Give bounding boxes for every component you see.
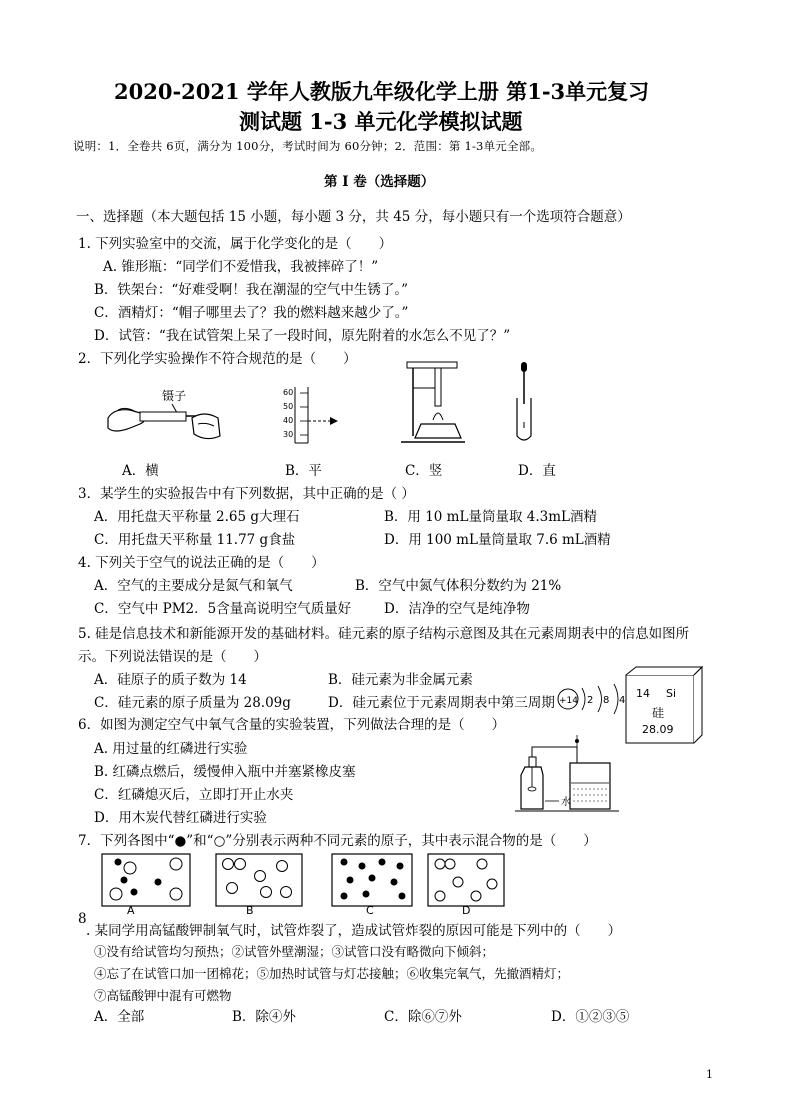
cylinder-tick-50: 50 [283,402,294,411]
element-name: 硅 [652,706,665,720]
q5-option-d: D．硅元素位于元素周期表中第三周期 [328,695,555,711]
cylinder-reading-figure [280,385,350,445]
tweezers-hands-figure [100,378,230,448]
q7-label-a: A [127,904,135,917]
atom-shell-3: 4 [619,695,626,706]
water-label: 水 [561,797,571,808]
q6-stem: 6．如图为测定空气中氧气含量的实验装置，下列做法合理的是（ ） [78,717,506,733]
element-symbol: Si [666,687,677,700]
atom-shell-1: 2 [587,695,594,706]
q2-option-d: D．直 [518,463,556,479]
q6-option-a: A. 用过量的红磷进行实验 [94,741,248,757]
q2-stem: 2．下列化学实验操作不符合规范的是（ ） [78,351,357,367]
element-atomic-mass: 28.09 [642,723,674,736]
atom-shell-2: 8 [603,695,610,706]
q3-option-b: B．用 10 mL量筒量取 4.3mL酒精 [384,509,597,525]
q6-option-b: B. 红磷点燃后，缓慢伸入瓶中并塞紧橡皮塞 [94,764,356,780]
q8-option-a: A．全部 [94,1009,145,1025]
q7-box-a [102,854,190,917]
q4-option-c: C．空气中 PM2．5含量高说明空气质量好 [94,601,352,617]
q8-option-d: D．①②③⑤ [551,1009,630,1025]
q7-particle-boxes [100,852,520,920]
element-atomic-number: 14 [636,687,650,700]
q2-option-c: C．竖 [405,463,443,479]
q1-stem: 1. 下列实验室中的交流，属于化学变化的是（ ） [78,236,393,252]
q7-label-b: B [246,904,254,917]
exam-note: 说明：1．全卷共 6页，满分为 100分，考试时间为 60分钟；2．范围：第 1-3单元全部。 [73,139,543,153]
burner-stand-figure [393,358,468,454]
q5-option-a: A．硅原子的质子数为 14 [94,672,247,688]
q8-reasons-line3: ⑦高锰酸钾中混有可燃物 [94,988,232,1003]
q2-option-b: B．平 [285,463,322,479]
tweezers-label: 镊子 [162,389,187,403]
dropper-tube-figure [510,360,540,445]
q7-label-d: D [462,904,471,917]
q6-option-c: C．红磷熄灭后，立即打开止水夹 [94,787,294,803]
q5-option-b: B．硅元素为非金属元素 [328,672,473,688]
q1-option-c: C．酒精灯：“帽子哪里去了？我的燃料越来越少了。” [94,305,409,321]
silicon-periodic-cell-figure [612,667,702,747]
atom-nucleus-charge: +14 [559,696,578,706]
q6-option-d: D．用木炭代替红磷进行实验 [94,810,267,826]
q5-stem-line2: 示。下列说法错误的是（ ） [78,649,267,665]
q3-option-d: D．用 100 mL量筒量取 7.6 mL酒精 [384,532,611,548]
page-title-line2: 测试题 1-3 单元化学模拟试题 [239,109,523,134]
q7-box-d [428,854,504,917]
q1-option-b: B．铁架台：“好难受啊！我在潮湿的空气中生锈了。” [94,282,408,298]
q8-reasons-line1: ①没有给试管均匀预热；②试管外壁潮湿；③试管口没有略微向下倾斜； [94,944,495,959]
page-title-line1: 2020-2021 学年人教版九年级化学上册 第1-3单元复习 [114,79,650,104]
cylinder-tick-60: 60 [283,388,294,397]
page-number: 1 [706,1068,713,1081]
cylinder-tick-30: 30 [283,430,294,439]
q8-option-b: B．除④外 [232,1009,296,1025]
q5-option-c: C．硅元素的原子质量为 28.09g [94,695,291,711]
q7-stem: 7．下列各图中“●”和“○”分别表示两种不同元素的原子，其中表示混合物的是（ ） [78,833,597,849]
oxygen-measure-apparatus-figure [515,735,625,813]
q3-option-a: A．用托盘天平称量 2.65 g大理石 [94,509,300,525]
q5-stem-line1: 5. 硅是信息技术和新能源开发的基础材料。硅元素的原子结构示意图及其在元素周期表中的信息如图所 [78,626,690,642]
q4-option-b: B．空气中氮气体积分数约为 21% [355,578,562,594]
q1-option-d: D．试管：“我在试管架上呆了一段时间，原先附着的水怎么不见了？” [94,328,511,344]
q4-option-d: D．洁净的空气是纯净物 [384,601,530,617]
q3-option-c: C．用托盘天平称量 11.77 g食盐 [94,532,296,548]
q4-stem: 4. 下列关于空气的说法正确的是（ ） [78,555,325,571]
q3-stem: 3．某学生的实验报告中有下列数据，其中正确的是（ ） [78,486,415,502]
q7-box-b [216,854,302,917]
q2-option-a: A．横 [122,463,159,479]
cylinder-tick-40: 40 [283,416,294,425]
q7-box-c [332,854,412,917]
q1-option-a: A. 锥形瓶：“同学们不爱惜我，我被摔碎了！” [103,259,379,275]
q8-option-c: C．除⑥⑦外 [384,1009,462,1025]
q8-reasons-line2: ④忘了在试管口加一团棉花；⑤加热时试管与灯芯接触；⑥收集完氧气，先撤酒精灯； [94,966,570,981]
part-heading: 一、选择题（本大题包括 15 小题，每小题 3 分，共 45 分，每小题只有一个选项符合题意） [76,209,631,225]
section-heading: 第 I 卷（选择题） [324,174,435,190]
q8-stem: . 某同学用高锰酸钾制氧气时，试管炸裂了，造成试管炸裂的原因可能是下列中的（ ） [86,923,622,939]
q4-option-a: A．空气的主要成分是氮气和氧气 [94,578,293,594]
q8-number: 8 [78,911,87,927]
q7-label-c: C [366,904,374,917]
